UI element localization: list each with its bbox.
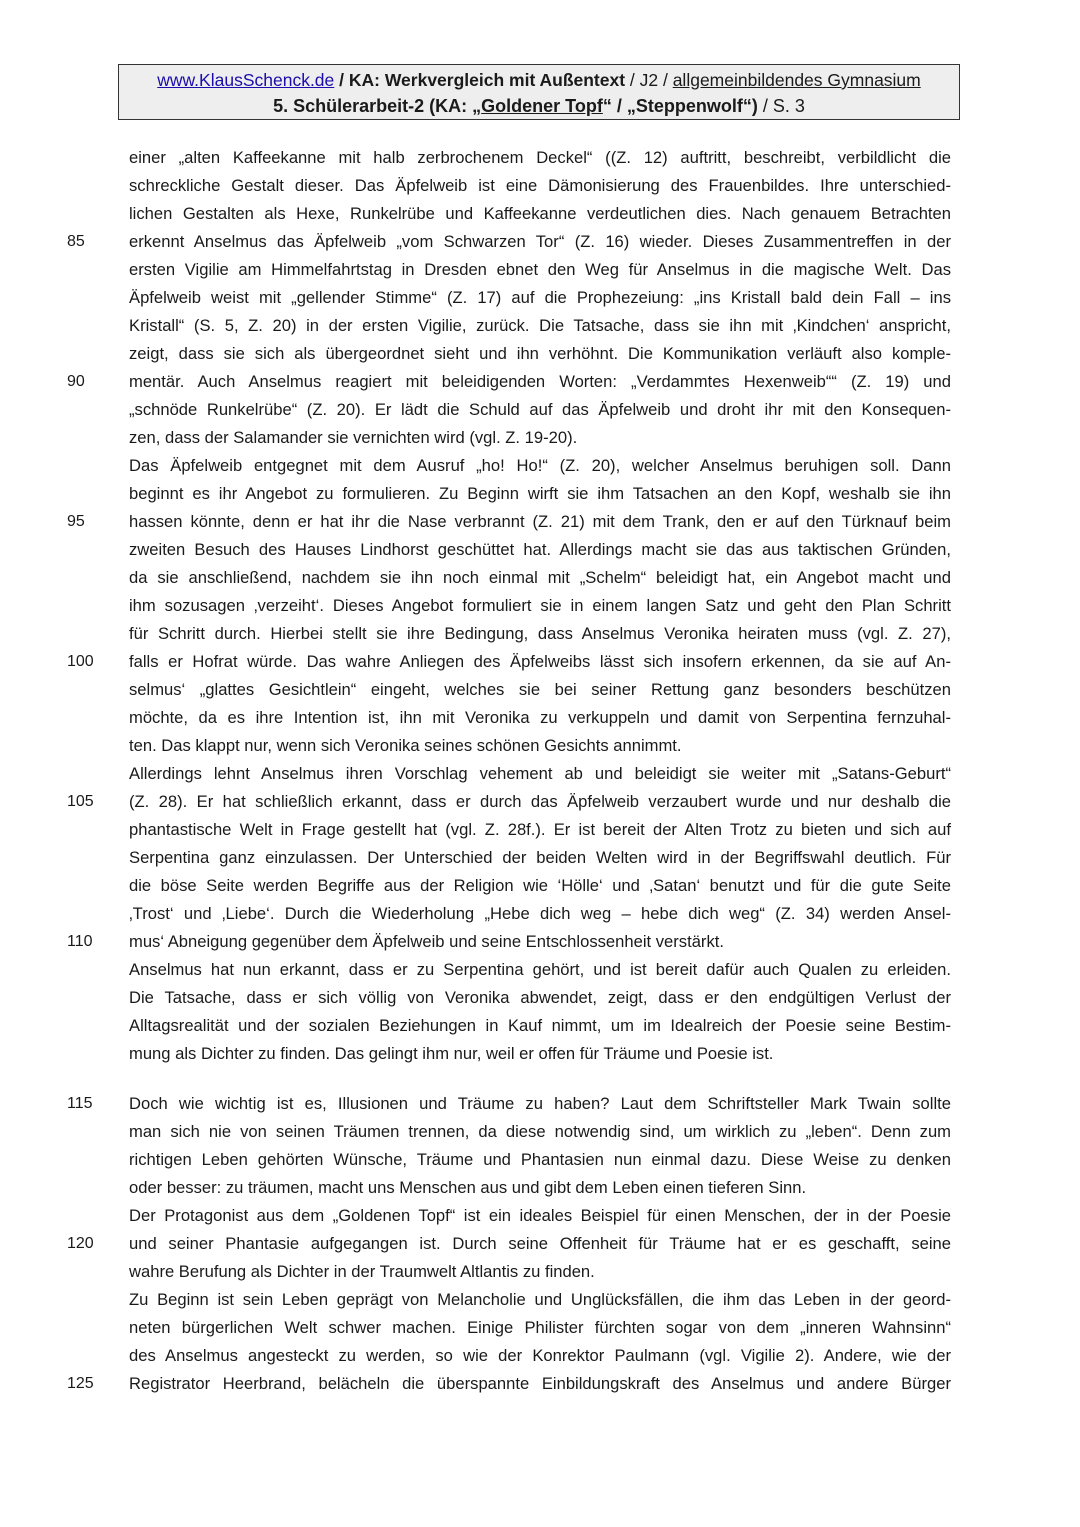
document-body: [67, 144, 951, 1398]
line-number: 100: [67, 653, 94, 670]
text-line: [129, 340, 951, 368]
text-line: [67, 1230, 951, 1258]
site-link[interactable]: www.KlausSchenck.de: [157, 70, 335, 90]
text-line: [129, 816, 951, 844]
header-page-number: / S. 3: [757, 96, 805, 116]
line-text: „schnöde Runkelrübe“ (Z. 20). Er lädt die Schuld auf das Äpfelweib und droht ihr mit den Konsequen-: [129, 400, 951, 419]
text-line: [129, 1258, 951, 1286]
line-number: 110: [67, 933, 93, 950]
text-line: [129, 424, 951, 452]
line-text: zen, dass der Salamander sie vernichten wird (vgl. Z. 19-20).: [129, 428, 578, 447]
line-text: Serpentina ganz einzulassen. Der Unterschied der beiden Welten wird in der Begriffswahl deutlich. Für: [129, 848, 951, 867]
line-text: Allerdings lehnt Anselmus ihren Vorschlag vehement ab und beleidigt sie weiter mit „Satans-Geburt“: [129, 764, 951, 783]
text-line: [67, 1090, 951, 1118]
line-text: Registrator Heerbrand, belächeln die überspannte Einbildungskraft des Anselmus und andere Bürger: [129, 1374, 951, 1393]
line-text: Zu Beginn ist sein Leben geprägt von Melancholie und Unglücksfällen, die ihm das Leben in der geord-: [129, 1290, 951, 1309]
line-text: richtigen Leben gehörten Wünsche, Träume und Phantasien nun einmal dazu. Diese Weise zu denken: [129, 1150, 951, 1169]
text-line: [129, 480, 951, 508]
line-text: oder besser: zu träumen, macht uns Menschen aus und gibt dem Leben einen tieferen Sinn.: [129, 1178, 807, 1197]
text-line: [67, 368, 951, 396]
line-text: Anselmus hat nun erkannt, dass er zu Serpentina gehört, und ist bereit dafür auch Qualen zu erleiden.: [129, 960, 951, 979]
line-text: hassen könnte, denn er hat ihr die Nase verbrannt (Z. 21) mit dem Trank, den er auf den Türknauf beim: [129, 512, 951, 531]
text-line: [129, 1174, 951, 1202]
line-text: Die Tatsache, dass er sich völlig von Veronika abwendet, zeigt, dass er den endgültigen Verlust der: [129, 988, 951, 1007]
line-number: 120: [67, 1235, 94, 1252]
line-text: zeigt, dass sie sich als übergeordnet sieht und ihn verhöhnt. Die Kommunikation verläuft also komple-: [129, 344, 951, 363]
text-line: [129, 732, 951, 760]
text-line: [67, 1370, 951, 1398]
line-number: 125: [67, 1375, 94, 1392]
line-text: Äpfelweib weist mit „gellender Stimme“ (Z. 17) auf die Prophezeiung: „ins Kristall bald dein Fall – ins: [129, 288, 951, 307]
text-line: [67, 228, 951, 256]
line-text: die böse Seite werden Begriffe aus der Religion wie ‘Hölle‘ und ‚Satan‘ benutzt und für die gute Seite: [129, 876, 951, 895]
header-sep-2: / J2 /: [625, 70, 673, 90]
text-line: [129, 312, 951, 340]
line-number: 90: [67, 373, 85, 390]
line-text: phantastische Welt in Frage gestellt hat (vgl. Z. 28f.). Er ist bereit der Alten Trotz zu bieten und sich auf: [129, 820, 951, 839]
text-line: [129, 1040, 951, 1068]
header-school: allgemeinbildendes Gymnasium: [672, 70, 921, 90]
header-work-pre: 5. Schülerarbeit-2 (KA: „: [273, 96, 482, 116]
text-line: [129, 620, 951, 648]
line-text: schreckliche Gestalt dieser. Das Äpfelweib ist eine Dämonisierung des Frauenbildes. Ihre unterschied-: [129, 176, 951, 195]
line-text: neten bürgerlichen Welt schwer machen. Einige Philister fürchten sogar von dem „inneren Wahnsinn“: [129, 1318, 951, 1337]
line-text: Alltagsrealität und der sozialen Beziehungen in Kauf nimmt, um im Idealreich der Poesie seine Bestim-: [129, 1016, 951, 1035]
text-line: [129, 1012, 951, 1040]
text-line: [129, 984, 951, 1012]
line-text: Der Protagonist aus dem „Goldenen Topf“ ist ein ideales Beispiel für einen Menschen, der in der Poesie: [129, 1206, 951, 1225]
line-text: ersten Vigilie am Himmelfahrtstag in Dresden ebnet den Weg für Anselmus in die magische Welt. Das: [129, 260, 951, 279]
text-line: [129, 1314, 951, 1342]
text-line: [67, 788, 951, 816]
line-number: 105: [67, 793, 94, 810]
line-text: Das Äpfelweib entgegnet mit dem Ausruf „ho! Ho!“ (Z. 20), welcher Anselmus beruhigen soll. Dann: [129, 456, 951, 475]
text-line: [67, 648, 951, 676]
header-line-2: [119, 93, 959, 119]
text-line: [129, 564, 951, 592]
text-line: [129, 956, 951, 984]
text-line: [67, 928, 951, 956]
line-text: beginnt es ihr Angebot zu formulieren. Zu Beginn wirft sie ihm Tatsachen an den Kopf, weshalb sie ihn: [129, 484, 951, 503]
page-header: [118, 64, 960, 120]
text-line: [67, 508, 951, 536]
text-line: [129, 452, 951, 480]
header-line-1: [119, 67, 959, 93]
line-text: mentär. Auch Anselmus reagiert mit beleidigenden Worten: „Verdammtes Hexenweib““ (Z. 19) und: [129, 372, 951, 391]
line-text: zweiten Besuch des Hauses Lindhorst geschüttet hat. Allerdings macht sie das aus taktischen Gründen,: [129, 540, 951, 559]
header-work-1: Goldener Topf: [481, 96, 603, 116]
line-text: lichen Gestalten als Hexe, Runkelrübe und Kaffeekanne verdeutlichen dies. Nach genauem Betrachten: [129, 204, 951, 223]
text-line: [129, 704, 951, 732]
line-text: und seiner Phantasie aufgegangen ist. Durch seine Offenheit für Träume hat er es geschafft, seine: [129, 1234, 951, 1253]
header-ka-title: KA: Werkvergleich mit Außentext: [348, 70, 626, 90]
text-line: [129, 1146, 951, 1174]
line-text: des Anselmus angesteckt zu werden, so wie der Konrektor Paulmann (vgl. Vigilie 2). Andere, wie der: [129, 1346, 951, 1365]
line-text: mung als Dichter zu finden. Das gelingt ihm nur, weil er offen für Träume und Poesie ist.: [129, 1044, 774, 1063]
line-text: falls er Hofrat würde. Das wahre Anliegen des Äpfelweibs lässt sich insofern erkennen, da sie auf An-: [129, 652, 951, 671]
text-line: [129, 1202, 951, 1230]
line-text: Kristall“ (S. 5, Z. 20) in der ersten Vigilie, zurück. Die Tatsache, dass sie ihn mit ‚Kindchen‘ anspricht,: [129, 316, 951, 335]
text-line: [129, 172, 951, 200]
text-line: [129, 676, 951, 704]
text-line: [129, 1342, 951, 1370]
line-number: 115: [67, 1095, 93, 1112]
text-line: [129, 200, 951, 228]
text-line: [129, 536, 951, 564]
line-text: (Z. 28). Er hat schließlich erkannt, dass er durch das Äpfelweib verzaubert wurde und nur deshalb die: [129, 792, 951, 811]
text-line: [129, 396, 951, 424]
header-work-mid: “ / „Steppenwolf“): [602, 96, 758, 116]
line-text: da sie anschließend, nachdem sie ihn noch einmal mit „Schelm“ beleidigt hat, ein Angebot macht und: [129, 568, 951, 587]
line-text: selmus‘ „glattes Gesichtlein“ eingeht, welches sie bei seiner Rettung ganz besonders beschützen: [129, 680, 951, 699]
text-line: [129, 592, 951, 620]
text-line: [129, 872, 951, 900]
line-text: mus‘ Abneigung gegenüber dem Äpfelweib und seine Entschlossenheit verstärkt.: [129, 932, 724, 951]
text-line: [129, 256, 951, 284]
line-text: Doch wie wichtig ist es, Illusionen und Träume zu haben? Laut dem Schriftsteller Mark Twain sollte: [129, 1094, 951, 1113]
header-sep-1: /: [334, 70, 349, 90]
line-text: ten. Das klappt nur, wenn sich Veronika seines schönen Gesichts annimmt.: [129, 736, 682, 755]
text-line: [129, 1118, 951, 1146]
line-text: für Schritt durch. Hierbei stellt sie ihre Bedingung, dass Anselmus Veronika heiraten muss (vgl. Z. 27),: [129, 624, 951, 643]
line-number: 85: [67, 233, 85, 250]
text-line: [129, 1286, 951, 1314]
text-line: [129, 144, 951, 172]
line-text: einer „alten Kaffeekanne mit halb zerbrochenem Deckel“ ((Z. 12) auftritt, beschreibt, verbildlicht die: [129, 148, 951, 167]
text-line: [129, 844, 951, 872]
text-line: [129, 900, 951, 928]
line-text: wahre Berufung als Dichter in der Traumwelt Altlantis zu finden.: [129, 1262, 595, 1281]
line-text: ihm sozusagen ‚verzeiht‘. Dieses Angebot formuliert sie in einem langen Satz und geht den Plan Schritt: [129, 596, 951, 615]
line-text: ‚Trost‘ und ‚Liebe‘. Durch die Wiederholung „Hebe dich weg – hebe dich weg“ (Z. 34) werden Ansel-: [129, 904, 951, 923]
line-text: möchte, da es ihre Intention ist, ihn mit Veronika zu verkuppeln und damit von Serpentina fernzuhal-: [129, 708, 951, 727]
line-number: 95: [67, 513, 85, 530]
text-line: [129, 284, 951, 312]
line-text: erkennt Anselmus das Äpfelweib „vom Schwarzen Tor“ (Z. 16) wieder. Dieses Zusammentreffen in der: [129, 232, 951, 251]
line-text: man sich nie von seinen Träumen trennen, da diese notwendig sind, um wirklich zu „leben“. Denn zum: [129, 1122, 951, 1141]
text-line: [129, 760, 951, 788]
text-line: [129, 1068, 951, 1090]
